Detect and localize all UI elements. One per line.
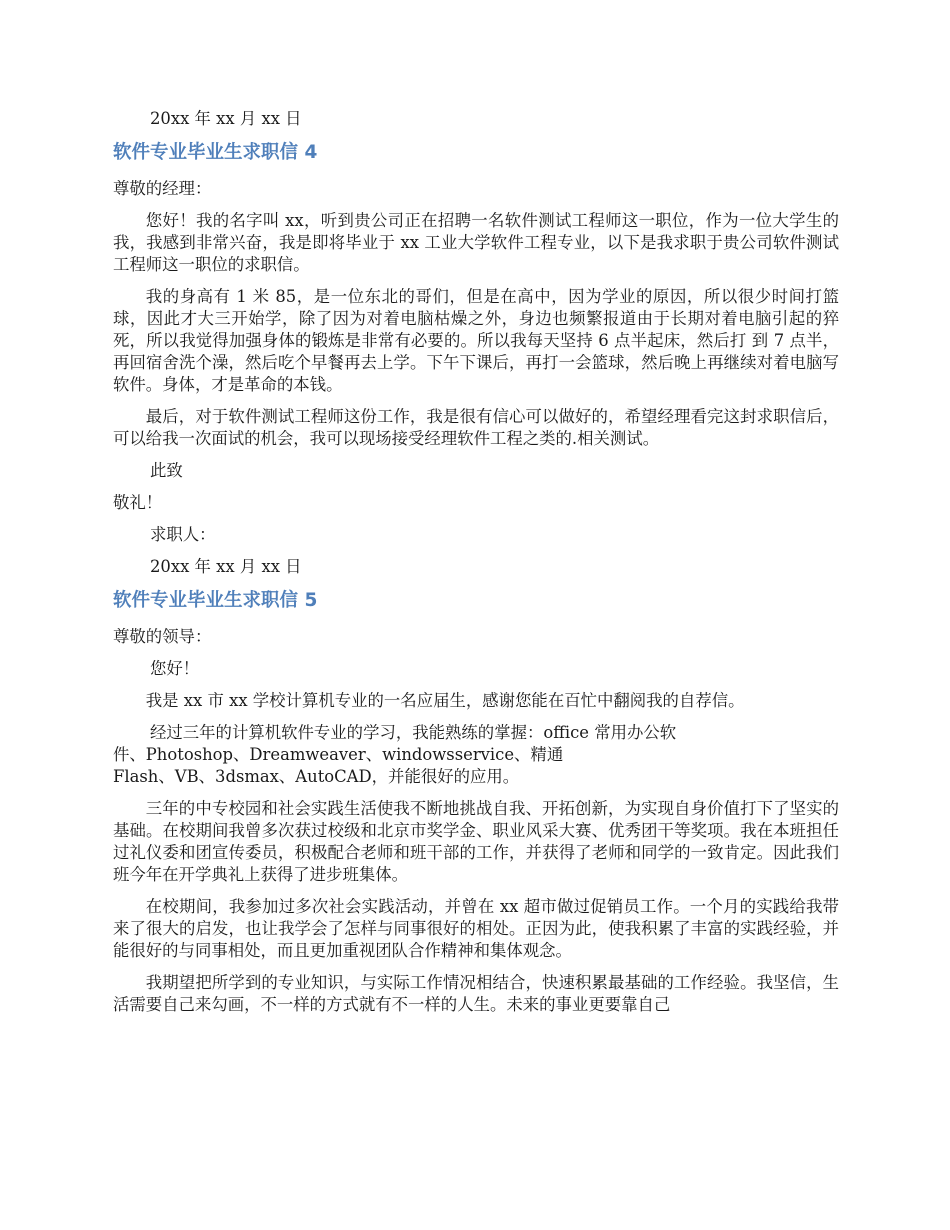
letter-4-salute: 敬礼！	[113, 493, 163, 512]
letter-4-paragraph: 我的身高有 1 米 85，是一位东北的哥们，但是在高中，因为学业的原因，所以很少时间打篮球，因此才大三开始学，除了因为对着电脑枯燥之外，身边也频繁报道由于长期对着电脑引起的猝死，所以我觉得加强身体的锻炼是非常有必要的。所以我每天坚持 6 点半起床，然后打 到 7 点半，再回宿舍洗个澡，然后吃个早餐再去上学。下午下课后，再打一会篮球，然后晚上再继续对着电脑写软件。身体，才是革命的本钱。	[113, 287, 839, 394]
letter-4-closing: 此致	[150, 461, 183, 480]
letter-4-title: 软件专业毕业生求职信 4	[113, 142, 318, 163]
letter-4-date: 20xx 年 xx 月 xx 日	[150, 557, 302, 576]
letter-4-paragraph: 最后，对于软件测试工程师这份工作，我是很有信心可以做好的，希望经理看完这封求职信后，可以给我一次面试的机会，我可以现场接受经理软件工程之类的.相关测试。	[113, 407, 839, 448]
letter-4-greeting: 尊敬的经理：	[113, 179, 212, 198]
letter-5-title: 软件专业毕业生求职信 5	[113, 590, 318, 611]
letter-4-paragraph: 您好！我的名字叫 xx，听到贵公司正在招聘一名软件测试工程师这一职位，作为一位大学生的我，我感到非常兴奋，我是即将毕业于 xx 工业大学软件工程专业，以下是我求职于贵公司软件测试工程师这一职位的求职信。	[113, 211, 839, 274]
letter-5-greeting: 尊敬的领导：	[113, 627, 212, 646]
letter-5-paragraph: 在校期间，我参加过多次社会实践活动，并曾在 xx 超市做过促销员工作。一个月的实践给我带来了很大的启发，也让我学会了怎样与同事很好的相处。正因为此，使我积累了丰富的实践经验，并能很好的与同事相处，而且更加重视团队合作精神和集体观念。	[113, 897, 839, 960]
skills-line: 件、Photoshop、Dreamweaver、windowsservice、精通	[113, 745, 564, 764]
letter-5-paragraph: 三年的中专校园和社会实践生活使我不断地挑战自我、开拓创新，为实现自身价值打下了坚实的基础。在校期间我曾多次获过校级和北京市奖学金、职业风采大赛、优秀团干等奖项。我在本班担任过礼仪委和团宣传委员，积极配合老师和班干部的工作，并获得了老师和同学的一致肯定。因此我们班今年在开学典礼上获得了进步班集体。	[113, 799, 839, 884]
date-line: 20xx 年 xx 月 xx 日	[150, 109, 302, 128]
skills-line: 经过三年的计算机软件专业的学习，我能熟练的掌握：office 常用办公软	[150, 723, 677, 742]
letter-5-hello: 您好！	[150, 659, 200, 678]
document-page	[113, 108, 839, 1026]
letter-5-paragraph: 我是 xx 市 xx 学校计算机专业的一名应届生，感谢您能在百忙中翻阅我的自荐信。	[145, 691, 745, 710]
skills-line: Flash、VB、3dsmax、AutoCAD，并能很好的应用。	[113, 767, 520, 786]
letter-5-skills-paragraph	[113, 722, 839, 788]
letter-5-paragraph: 我期望把所学到的专业知识，与实际工作情况相结合，快速积累最基础的工作经验。我坚信，生活需要自己来勾画，不一样的方式就有不一样的人生。未来的事业更要靠自己	[113, 973, 839, 1014]
letter-4-signature: 求职人：	[150, 525, 216, 544]
